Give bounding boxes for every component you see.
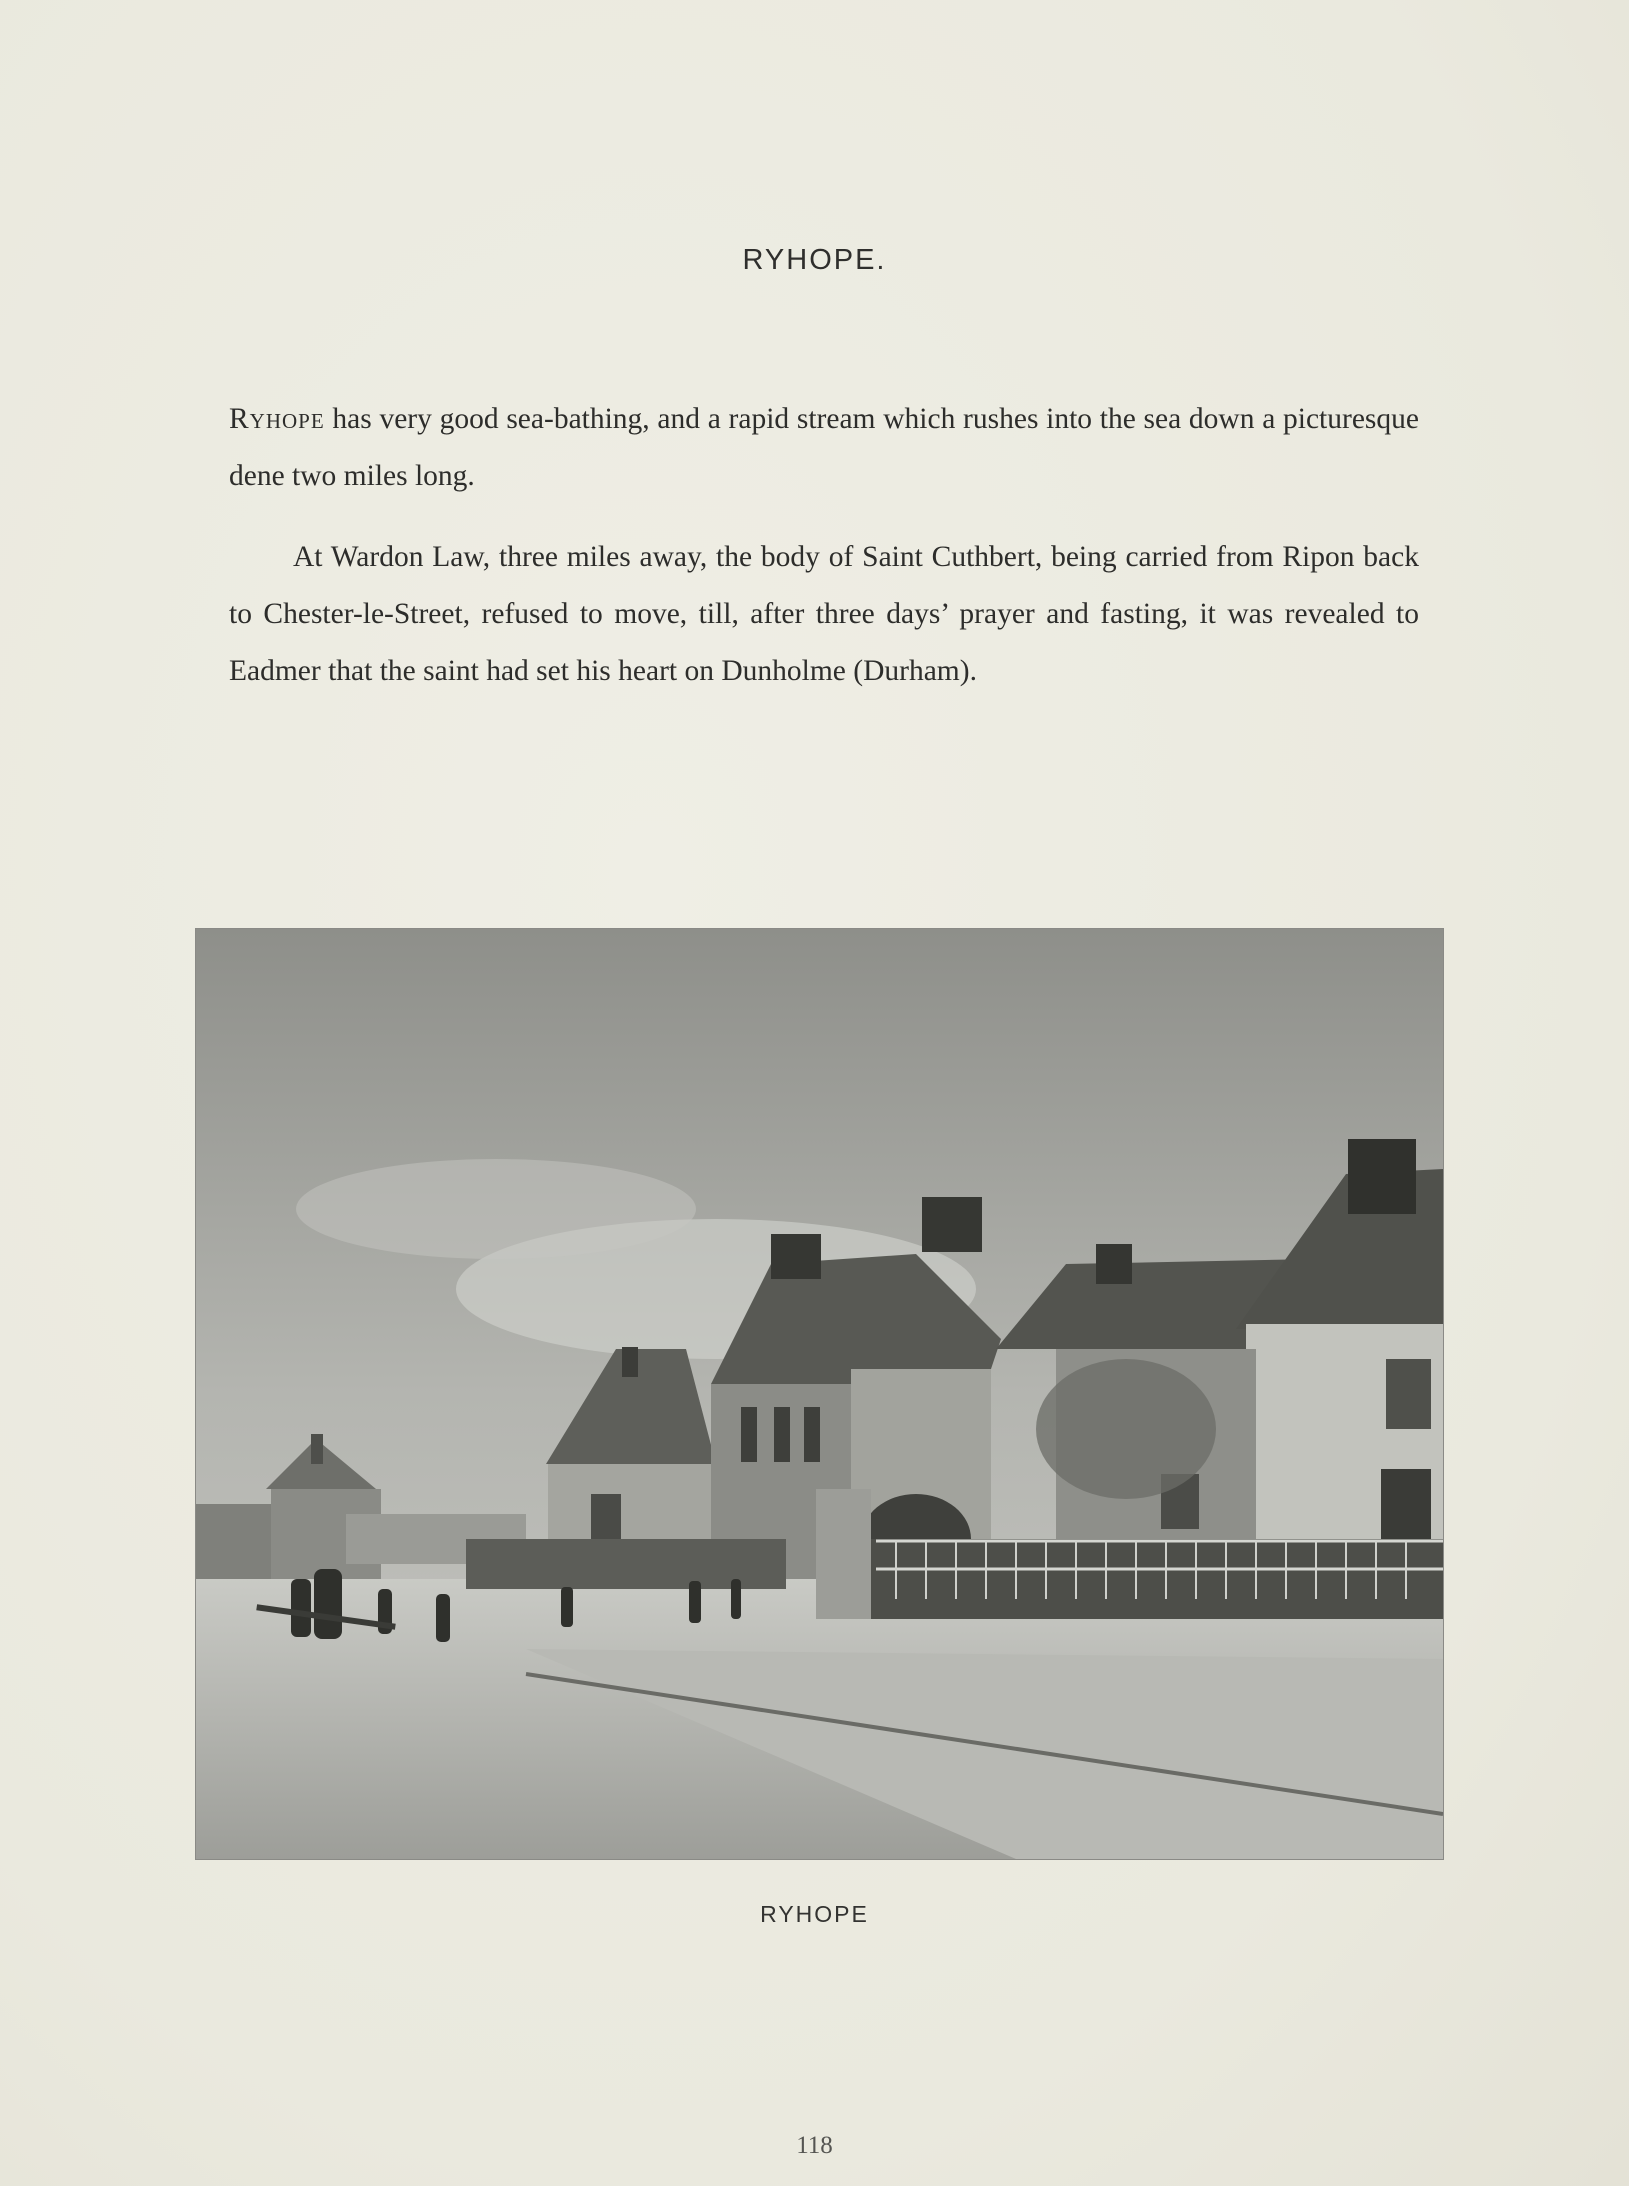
figure-caption: RYHOPE <box>760 1901 869 1927</box>
village-street-photo <box>196 929 1443 1859</box>
paragraph-2 <box>229 529 1419 700</box>
paragraph-1-text: has very good sea-bathing, and a rapid stream which rushes into the sea down a picturesque dene two miles long. <box>229 403 1419 492</box>
ryhope-photograph <box>195 928 1444 1860</box>
paragraph-2-text: At Wardon Law, three miles away, the body of Saint Cuthbert, being carried from Ripon back to Chester-le-Street, refused to move, till, after three days’ prayer and fasting, it was revealed to Eadmer that the saint had set his heart on Dunholme (Durham). <box>229 541 1419 687</box>
paragraph-1 <box>229 391 1419 505</box>
page-number: 118 <box>796 2132 833 2159</box>
page-heading: RYHOPE. <box>742 244 887 276</box>
paragraph-1-lead: Ryhope <box>229 403 325 435</box>
